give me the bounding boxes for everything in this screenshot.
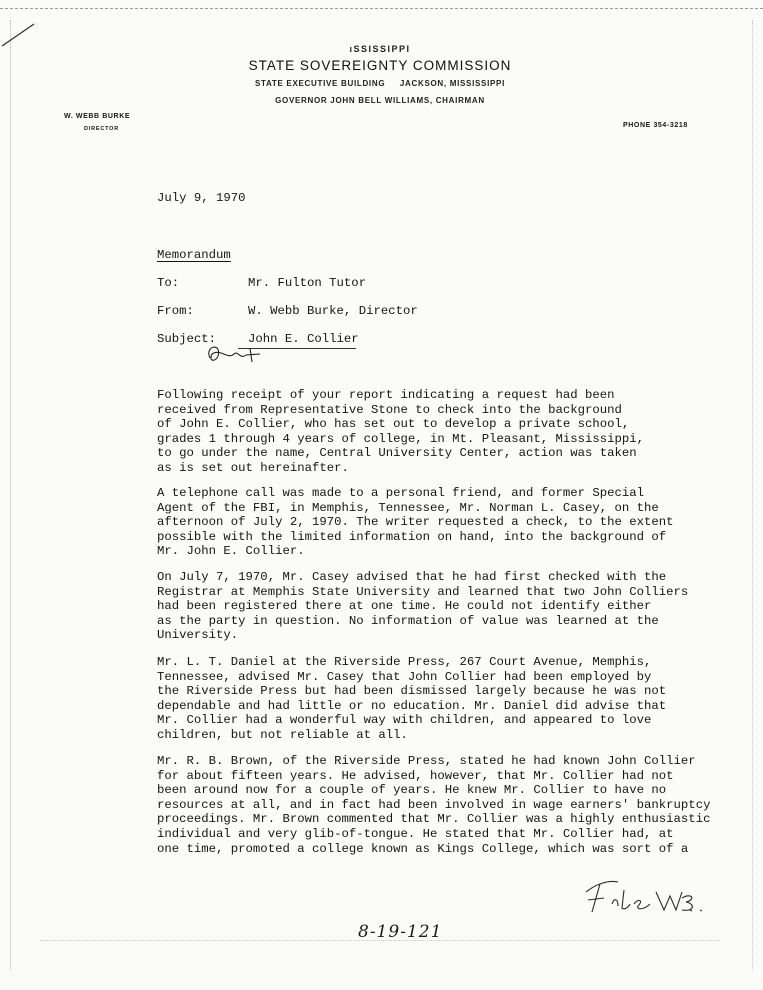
letterhead-director-title: DIRECTOR xyxy=(84,126,120,132)
handwritten-scribble xyxy=(200,338,270,368)
paragraph-line: Mr. Collier had a wonderful way with children, and appeared to love xyxy=(157,713,652,728)
handwritten-file-note xyxy=(578,870,708,920)
paragraph-line: to go under the name, Central University Center, action was taken xyxy=(157,446,637,461)
letterhead-governor: GOVERNOR JOHN BELL WILLIAMS, CHAIRMAN xyxy=(275,96,485,105)
paragraph-line: Mr. L. T. Daniel at the Riverside Press, 267 Court Avenue, Memphis, xyxy=(157,655,652,669)
paragraph-line: proceedings. Mr. Brown commented that Mr. Collier was a highly enthusiastic xyxy=(157,812,711,827)
letterhead-commission: STATE SOVEREIGNTY COMMISSION xyxy=(248,58,512,73)
letterhead-phone: PHONE 354-3218 xyxy=(623,122,688,129)
subject-label: Subject: xyxy=(157,332,217,346)
paragraph-line: of John E. Collier, who has set out to develop a private school, xyxy=(157,417,630,432)
paragraph-line: A telephone call was made to a personal friend, and former Special xyxy=(157,486,645,500)
paragraph-5 xyxy=(157,754,737,856)
paragraph-4 xyxy=(157,655,737,743)
letterhead-director-name: W. WEBB BURKE xyxy=(64,113,131,120)
paragraph-line: one time, promoted a college known as Kings College, which was sort of a xyxy=(157,841,689,856)
paragraph-line: Registrar at Memphis State University and learned that two John Colliers xyxy=(157,584,689,599)
paragraph-line: as is set out hereinafter. xyxy=(157,460,349,475)
paragraph-2 xyxy=(157,486,737,559)
paragraph-line: Mr. R. B. Brown, of the Riverside Press, stated he had known John Collier xyxy=(157,754,696,768)
memo-date: July 9, 1970 xyxy=(157,191,246,205)
from-label: From: xyxy=(157,304,194,318)
memo-heading: Memorandum xyxy=(157,248,231,262)
paragraph-line: On July 7, 1970, Mr. Casey advised that he had first checked with the xyxy=(157,570,667,584)
paragraph-line: afternoon of July 2, 1970. The writer requested a check, to the extent xyxy=(157,515,674,530)
paragraph-line: possible with the limited information on hand, into the background of xyxy=(157,529,667,544)
paragraph-line: University. xyxy=(157,628,239,643)
paragraph-line: for about fifteen years. He advised, however, that Mr. Collier had not xyxy=(157,768,674,783)
paragraph-3 xyxy=(157,570,737,643)
letterhead-state: ıSSISSIPPI xyxy=(349,44,411,54)
paragraph-line: Following receipt of your report indicating a request had been xyxy=(157,388,615,402)
paragraph-line: Tennessee, advised Mr. Casey that John Collier had been employed by xyxy=(157,669,652,684)
letterhead-address: STATE EXECUTIVE BUILDING JACKSON, MISSISSIPPI xyxy=(254,79,506,88)
paragraph-line: had been registered there at one time. He could not identify either xyxy=(157,599,652,614)
paragraph-line: dependable and had little or no education. Mr. Daniel did advise that xyxy=(157,698,667,713)
paragraph-line: the Riverside Press but had been dismissed largely because he was not xyxy=(157,684,667,699)
paragraph-line: grades 1 through 4 years of college, in Mt. Pleasant, Mississippi, xyxy=(157,431,645,446)
paragraph-line: Agent of the FBI, in Memphis, Tennessee, Mr. Norman L. Casey, on the xyxy=(157,500,659,515)
paragraph-line: Mr. John E. Collier. xyxy=(157,544,305,559)
paragraph-line: resources at all, and in fact had been involved in wage earners' bankruptcy xyxy=(157,797,711,812)
subject-value: John E. Collier xyxy=(248,332,359,346)
page-number: 8-19-121 xyxy=(358,922,443,942)
paragraph-line: been around now for a couple of years. He knew Mr. Collier to have no xyxy=(157,783,667,798)
to-label: To: xyxy=(157,276,180,290)
scan-edge-right xyxy=(752,20,754,970)
margin-pen-stroke xyxy=(0,18,40,48)
paragraph-line: individual and very glib-of-tongue. He stated that Mr. Collier had, at xyxy=(157,826,674,841)
from-value: W. Webb Burke, Director xyxy=(248,304,418,318)
paragraph-line: children, but not reliable at all. xyxy=(157,727,408,742)
scan-edge-left xyxy=(10,20,12,970)
scan-edge-top xyxy=(0,0,763,9)
paragraph-line: as the party in question. No information of value was learned at the xyxy=(157,613,659,628)
to-value: Mr. Fulton Tutor xyxy=(248,276,367,290)
paragraph-1 xyxy=(157,388,737,476)
paragraph-line: received from Representative Stone to check into the background xyxy=(157,402,622,417)
